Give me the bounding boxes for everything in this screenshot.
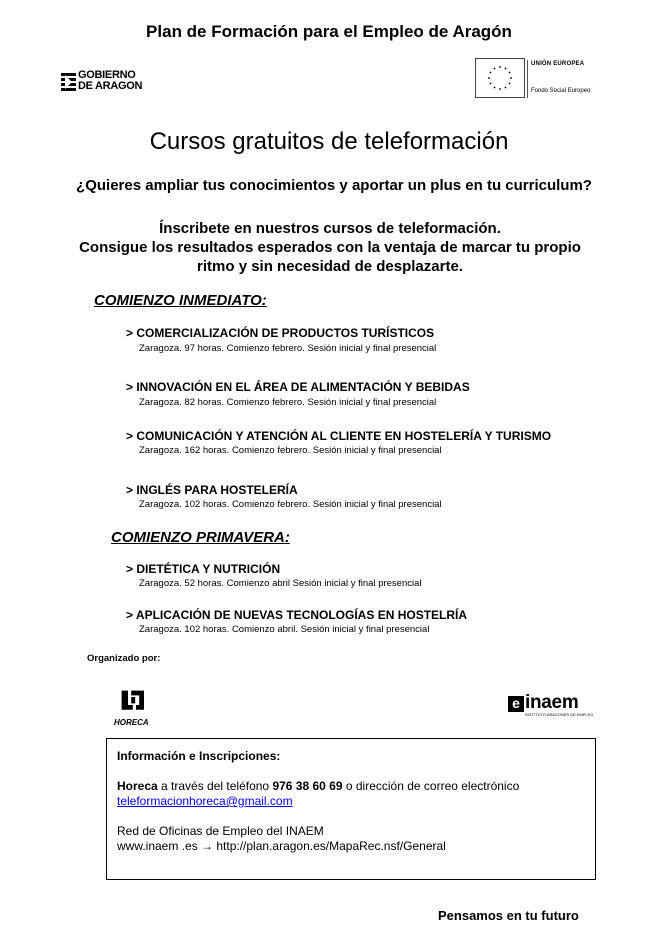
subtitle-line-1: Ínscribete en nuestros cursos de teleformación. [159, 220, 501, 237]
gobierno-logo-line1: GOBIERNO [78, 69, 136, 81]
info-phone-line [117, 779, 519, 793]
course-detail: Zaragoza. 102 horas. Comienzo abril. Sesión inicial y final presencial [139, 624, 430, 635]
subtitle-line-3: ritmo y sin necesidad de desplazarte. [197, 258, 463, 275]
inaem-logo-subtext: INSTITUTO ARAGONÉS DE EMPLEO [525, 713, 594, 717]
course-title: > DIETÉTICA Y NUTRICIÓN [126, 562, 281, 576]
course-title: > COMUNICACIÓN Y ATENCIÓN AL CLIENTE EN HOSTELERÍA Y TURISMO [126, 429, 552, 443]
info-red-oficinas: Red de Oficinas de Empleo del INAEM [117, 824, 324, 838]
info-phone-suffix: o dirección de correo electrónico [342, 779, 520, 793]
section-heading-primavera: COMIENZO PRIMAVERA: [111, 529, 290, 546]
gobierno-aragon-logo [61, 70, 161, 96]
eu-label: UNIÓN EUROPEA [531, 61, 585, 67]
course-detail: Zaragoza. 82 horas. Comienzo febrero. Sesión inicial y final presencial [139, 397, 437, 408]
course-detail: Zaragoza. 52 horas. Comienzo abril Sesión inicial y final presencial [139, 578, 422, 589]
course-detail: Zaragoza. 97 horas. Comienzo febrero. Sesión inicial y final presencial [139, 343, 437, 354]
horeca-logo-text: HORECA [114, 718, 149, 727]
info-phone-number[interactable]: 976 38 60 69 [272, 779, 343, 793]
gobierno-logo-line2: DE ARAGON [78, 80, 143, 92]
organizer-label: Organizado por: [87, 653, 161, 664]
horeca-logo [114, 688, 160, 728]
intro-question: ¿Quieres ampliar tus conocimientos y aportar un plus en tu curriculum? [76, 177, 592, 194]
inaem-e-icon: e [508, 696, 524, 712]
eu-divider [527, 60, 528, 98]
inaem-logo [508, 694, 606, 722]
intro-subtitle [20, 219, 640, 276]
eu-stars-icon [475, 58, 525, 98]
gobierno-logo-text [78, 70, 142, 92]
info-web-line[interactable]: www.inaem .es → http://plan.aragon.es/MapaRec.nsf/General [117, 839, 446, 853]
course-detail: Zaragoza. 102 horas. Comienzo febrero. Sesión inicial y final presencial [139, 499, 442, 510]
gobierno-stripes-icon [61, 72, 77, 92]
info-email-link[interactable]: teleformacionhoreca@gmail.com [117, 794, 293, 808]
document-header-title: Plan de Formación para el Empleo de Aragón [146, 22, 512, 41]
info-heading: Información e Inscripciones: [117, 749, 281, 763]
footer-slogan: Pensamos en tu futuro [438, 908, 579, 923]
course-title: > COMERCIALIZACIÓN DE PRODUCTOS TURÍSTICOS [126, 326, 435, 340]
main-title: Cursos gratuitos de teleformación [149, 128, 509, 155]
inaem-logo-text: inaem [525, 692, 579, 713]
course-detail: Zaragoza. 162 horas. Comienzo febrero. Sesión inicial y final presencial [139, 445, 442, 456]
info-horeca-name: Horeca [117, 779, 158, 793]
course-title: > INNOVACIÓN EN EL ÁREA DE ALIMENTACIÓN Y BEBIDAS [126, 380, 470, 394]
info-phone-prefix: a través del teléfono [157, 779, 273, 793]
horeca-mark-icon [120, 688, 152, 714]
course-title: > APLICACIÓN DE NUEVAS TECNOLOGÍAS EN HOSTELRÍA [126, 608, 468, 622]
course-title: > INGLÉS PARA HOSTELERÍA [126, 483, 298, 497]
eu-fund-label: Fondo Social Europeo [531, 88, 591, 94]
union-europea-logo [475, 58, 640, 100]
subtitle-line-2: Consigue los resultados esperados con la ventaja de marcar tu propio [79, 239, 581, 256]
info-box [106, 738, 596, 880]
section-heading-inmediato: COMIENZO INMEDIATO: [94, 292, 267, 309]
